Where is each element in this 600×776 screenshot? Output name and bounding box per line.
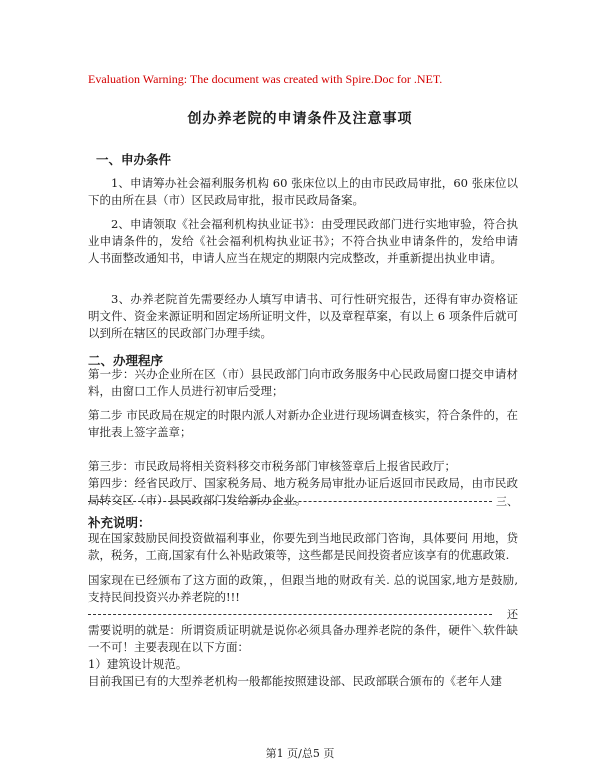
paragraph-step-1: 第一步：兴办企业所在区（市）县民政部门向市政务服务中心民政局窗口提交申请材料，由窗口工作人员进行初审后受理； — [88, 367, 518, 398]
evaluation-warning: Evaluation Warning: The document was created with Spire.Doc for .NET. — [88, 72, 443, 86]
section-heading-supplement: 补充说明： — [88, 515, 151, 530]
paragraph-step-4: 第四步：经省民政厅、国家税务局、地方税务局审批办证后返回市民政局，由市民政局转交区（市）县民政部门发给新办企业。 — [88, 476, 518, 507]
paragraph-building-standards: 目前我国已有的大型养老机构一般都能按照建设部、民政部联合颁布的《老年人建 — [88, 674, 502, 688]
page-number-footer: 第1 页/总5 页 — [265, 747, 335, 760]
separator-tail-text: 还 — [507, 608, 518, 621]
document-title: 创办养老院的申请条件及注意事项 — [187, 111, 413, 127]
dashed-separator — [88, 494, 518, 509]
paragraph-requirement-1: 1、申请筹办社会福利服务机构 60 张床位以上的由市民政局审批，60 张床位以下的由所在县（市）区民政局审批，报市民政局备案。 — [88, 176, 518, 207]
section-heading-procedure: 二、办理程序 — [88, 353, 164, 368]
paragraph-step-2: 第二步 市民政局在规定的时限内派人对新办企业进行现场调查核实，符合条件的，在审批表上签字盖章； — [88, 408, 518, 439]
paragraph-supplement-2: 国家现在已经颁布了这方面的政策，，但跟当地的财政有关. 总的说国家,地方是鼓励,支持民间投资兴办养老院的!!! — [88, 573, 518, 604]
dashed-separator — [88, 607, 518, 622]
paragraph-requirement-3: 3、办养老院首先需要经办人填写申请书、可行性研究报告，还得有审办资格证明文件、资金来源证明和固定场所证明文件，以及章程草案，有以上 6 项条件后就可以到所在辖区的民政部门办理手续。 — [88, 292, 518, 340]
separator-tail-text: 三、 — [496, 495, 518, 508]
paragraph-requirement-2: 2、申请领取《社会福利机构执业证书》：由受理民政部门进行实地审验，符合执业申请条件的，发给《社会福利机构执业证书》；不符合执业申请条件的，发给申请人书面整改通知书，申请人应当在规定的期限内完成整改，并重新提出执业申请。 — [88, 217, 518, 265]
separator-line — [88, 614, 492, 615]
paragraph-step-3: 第三步：市民政局将相关资料移交市税务部门审核签章后上报省民政厅； — [88, 459, 456, 473]
separator-line — [88, 501, 492, 502]
section-heading-requirements: 一、申办条件 — [96, 152, 172, 167]
list-item-building-design: 1）建筑设计规范。 — [88, 657, 188, 671]
paragraph-qualification: 需要说明的就是：所谓资质证明就是说你必须具备办理养老院的条件，硬件＼软件缺一不可！主要表现在以下方面： — [88, 623, 518, 654]
paragraph-supplement-1: 现在国家鼓励民间投资做福利事业，你要先到当地民政部门咨询，具体要问 用地，贷款，税务，工商,国家有什么补贴政策等，这些都是民间投资者应该享有的优惠政策. — [88, 531, 518, 562]
